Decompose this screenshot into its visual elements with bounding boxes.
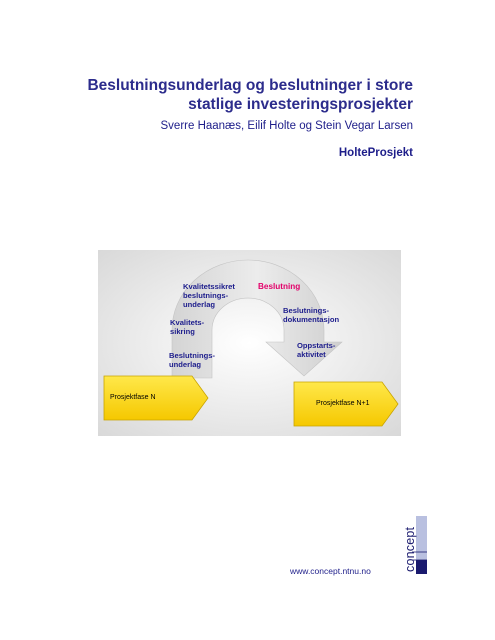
label-beslutningsdokumentasjon: Beslutnings- dokumentasjon: [283, 306, 340, 324]
title-line-2: statlige investeringsprosjekter: [188, 96, 413, 113]
title-line-1: Beslutningsunderlag og beslutninger i store: [87, 77, 413, 94]
phase-n1-label: Prosjektfase N+1: [316, 400, 370, 407]
label-beslutning: Beslutning: [258, 282, 301, 291]
label-kvalitetssikret-beslutningsunderlag: Kvalitetssikret beslutnings- underlag: [183, 282, 235, 309]
website-url: www.concept.ntnu.no: [290, 566, 371, 576]
label-oppstartsaktivitet: Oppstarts- aktivitet: [297, 341, 336, 359]
phase-n-label: Prosjektfase N: [110, 394, 156, 401]
decision-process-diagram: [98, 250, 401, 436]
document-title: [87, 76, 413, 114]
label-kvalitetssikring: Kvalitets- sikring: [170, 318, 205, 336]
organization: HolteProsjekt: [338, 147, 413, 159]
authors: Sverre Haanæs, Eilif Holte og Stein Vegar Larsen: [160, 120, 413, 132]
label-beslutningsunderlag: Beslutnings- underlag: [169, 351, 215, 369]
concept-logo: [402, 512, 427, 576]
diagram-graphics: [98, 250, 401, 436]
logo-text: concept: [403, 526, 417, 572]
